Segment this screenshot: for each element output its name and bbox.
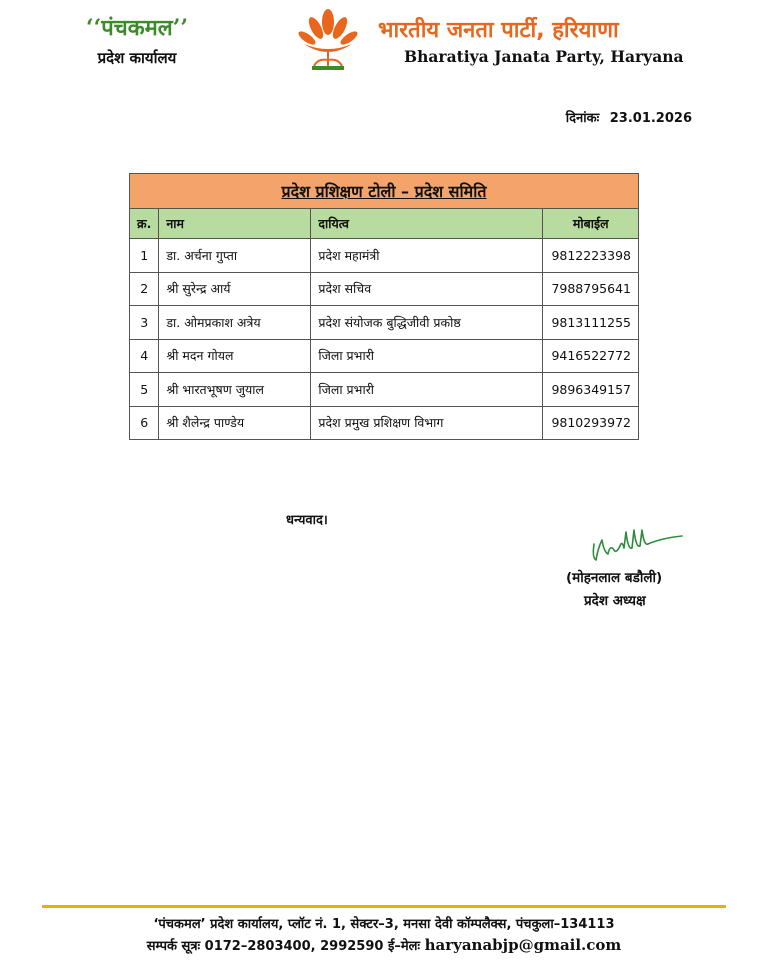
row-serial: 6 xyxy=(130,406,159,440)
row-name: श्री मदन गोयल xyxy=(159,339,311,373)
row-serial: 1 xyxy=(130,239,159,273)
row-name: श्री सुरेन्द्र आर्य xyxy=(159,272,311,306)
row-name: डा. अर्चना गुप्ता xyxy=(159,239,311,273)
row-serial: 5 xyxy=(130,373,159,407)
table-row xyxy=(130,272,639,306)
letterhead-party-name-english: Bharatiya Janata Party, Haryana xyxy=(404,47,684,66)
row-serial: 4 xyxy=(130,339,159,373)
table-row xyxy=(130,406,639,440)
signatory-name: (मोहनलाल बडौली) xyxy=(566,570,663,586)
row-name: श्री भारतभूषण जुयाल xyxy=(159,373,311,407)
footer-contact-label: सम्पर्क सूत्रः 0172–2803400, 2992590 ई–मेलः xyxy=(146,939,421,954)
date-row xyxy=(566,108,692,126)
row-role: प्रदेश प्रमुख प्रशिक्षण विभाग xyxy=(311,406,543,440)
table-row xyxy=(130,306,639,340)
table-row xyxy=(130,373,639,407)
row-name: श्री शैलेन्द्र पाण्डेय xyxy=(159,406,311,440)
footer-divider xyxy=(42,905,726,908)
footer-email: haryanabjp@gmail.com xyxy=(424,936,622,954)
closing-thanks: धन्यवाद। xyxy=(286,513,328,528)
row-role: प्रदेश सचिव xyxy=(311,272,543,306)
column-header-role: दायित्व xyxy=(311,209,543,239)
row-mobile: 9416522772 xyxy=(543,339,639,373)
footer-address: ‘पंचकमल’ प्रदेश कार्यालय, प्लॉट नं. 1, सेक्टर–3, मनसा देवी कॉम्पलैक्स, पंचकुला–134113 xyxy=(153,917,615,932)
signature-icon xyxy=(586,514,686,564)
committee-table xyxy=(129,173,639,440)
table-title: प्रदेश प्रशिक्षण टोली – प्रदेश समिति xyxy=(130,174,639,209)
row-serial: 2 xyxy=(130,272,159,306)
table-row xyxy=(130,339,639,373)
letterhead-left-title: ‘‘पंचकमल’’ xyxy=(85,15,189,41)
row-role: जिला प्रभारी xyxy=(311,373,543,407)
column-header-mobile: मोबाईल xyxy=(543,209,639,239)
column-header-name: नाम xyxy=(159,209,311,239)
row-role: प्रदेश संयोजक बुद्धिजीवी प्रकोष्ठ xyxy=(311,306,543,340)
footer-contact xyxy=(0,936,768,954)
row-serial: 3 xyxy=(130,306,159,340)
lotus-logo-icon xyxy=(298,8,358,74)
row-mobile: 9896349157 xyxy=(543,373,639,407)
row-role: जिला प्रभारी xyxy=(311,339,543,373)
column-header-serial: क्र. xyxy=(130,209,159,239)
row-role: प्रदेश महामंत्री xyxy=(311,239,543,273)
row-mobile: 9810293972 xyxy=(543,406,639,440)
signatory-designation: प्रदेश अध्यक्ष xyxy=(584,593,646,609)
date-label: दिनांकः xyxy=(565,111,600,126)
row-name: डा. ओमप्रकाश अत्रेय xyxy=(159,306,311,340)
letterhead-party-name-hindi: भारतीय जनता पार्टी, हरियाणा xyxy=(378,18,619,43)
row-mobile: 9813111255 xyxy=(543,306,639,340)
row-mobile: 7988795641 xyxy=(543,272,639,306)
row-mobile: 9812223398 xyxy=(543,239,639,273)
date-value: 23.01.2026 xyxy=(609,111,692,126)
table-row xyxy=(130,239,639,273)
letterhead-left-subtitle: प्रदेश कार्यालय xyxy=(97,49,177,67)
